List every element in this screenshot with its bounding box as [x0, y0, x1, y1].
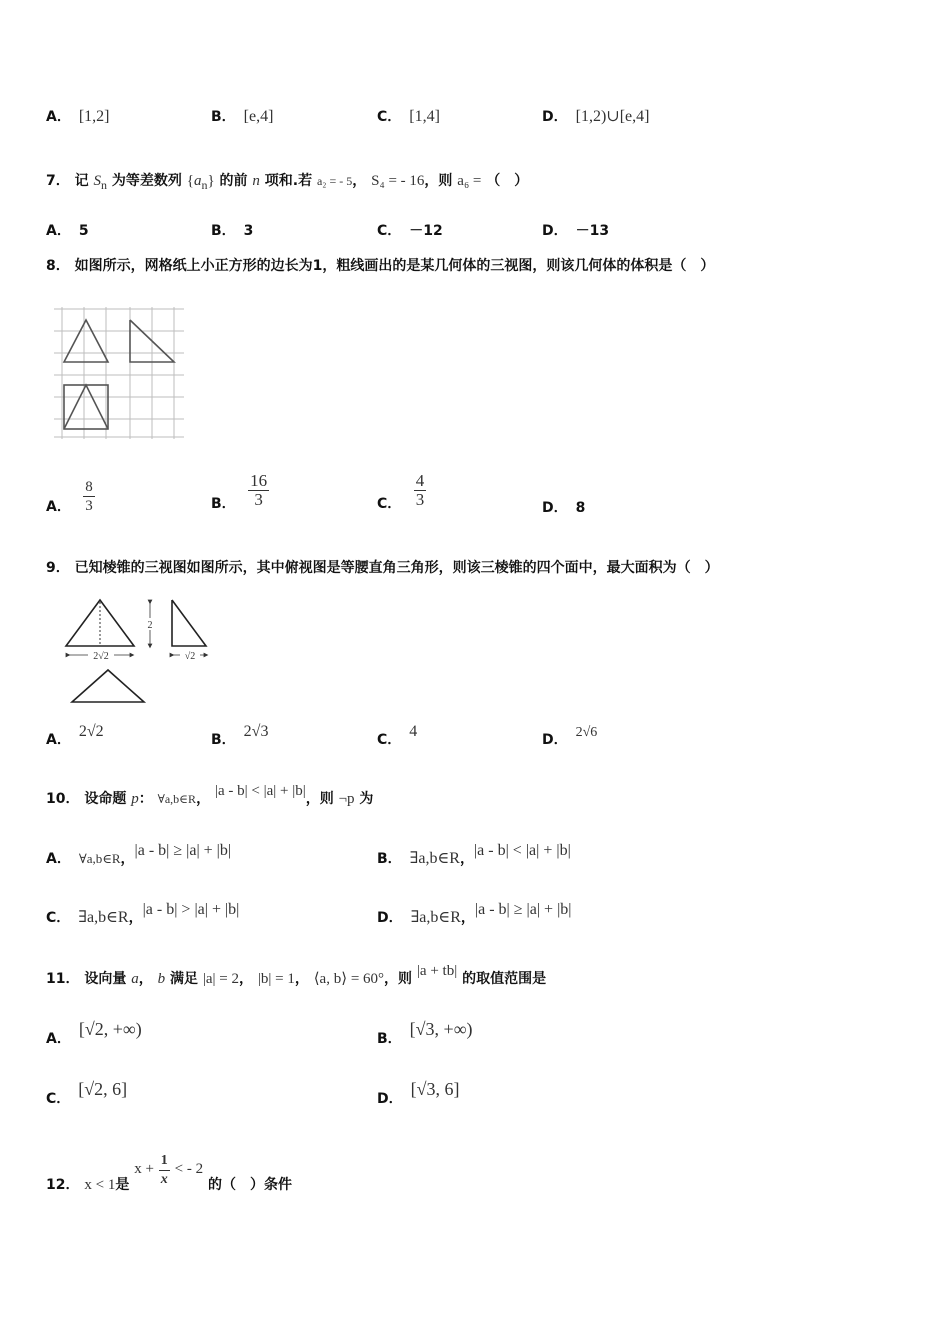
q10-text-3: 为: [359, 791, 374, 807]
an-sequence: $\{a_n\}$: [186, 173, 215, 192]
separator: ，: [138, 971, 153, 987]
expr-prefix: x +: [134, 1160, 154, 1177]
condition-angle: ⟨a, b⟩ = 60°: [313, 971, 385, 987]
fraction: $\frac{16}{3}$: [250, 471, 268, 509]
q7-option-c: C． －12: [377, 223, 443, 239]
condition-norm-b: |b| = 1: [257, 971, 295, 987]
q11-text-2: 满足: [169, 971, 198, 987]
option-value: [1,2)∪[e,4]: [575, 108, 650, 125]
q7-text-4: 项和.若: [264, 173, 313, 189]
q9-option-c: C． 4: [377, 723, 418, 748]
q7-stem: [46, 170, 528, 193]
sn-symbol: $S_n$: [93, 173, 107, 192]
n-symbol: n: [252, 173, 260, 189]
separator: ，: [196, 791, 211, 807]
q11-text-4: 的取值范围是: [462, 971, 547, 987]
q7-text-5: ，则: [424, 173, 453, 189]
three-view-grid-figure: [54, 307, 186, 441]
q10-stem: [46, 783, 374, 808]
vector-a: a: [131, 971, 139, 987]
q6-option-c: [377, 106, 440, 126]
option-value: [1,4]: [409, 108, 440, 125]
q6-option-b: [211, 106, 273, 126]
q6-option-a: [46, 106, 110, 126]
neg-p-symbol: ¬p: [338, 791, 355, 807]
option-label: D．: [542, 109, 568, 125]
q11-option-d: D． [√3, 6]: [377, 1079, 460, 1107]
q11-option-b: B． [√3, +∞): [377, 1019, 473, 1047]
q7-text-1: 记: [74, 173, 89, 189]
q11-text-3: ，则: [384, 971, 413, 987]
option-label: C．: [377, 109, 402, 125]
pyramid-three-views-figure: [60, 596, 215, 708]
fraction-1-over-x: $\frac{1}{x}$: [160, 1153, 168, 1187]
q11-text-1: 设向量: [84, 971, 127, 987]
q9-option-d: D． 2√6: [542, 725, 598, 748]
q9-stem: [46, 557, 719, 577]
q10-text-2: ，则: [305, 791, 334, 807]
q9-option-a: A． 2√2: [46, 723, 104, 748]
q12-text-2: 的（ ）条件: [208, 1176, 293, 1193]
q8-option-d: D． 8: [542, 500, 586, 516]
question-number: 10．: [46, 791, 80, 807]
q12-text-1: 是: [115, 1176, 130, 1193]
q7-option-b: B． 3: [211, 223, 254, 239]
q6-option-d: [542, 106, 649, 126]
a6-target: a₆ =: [457, 173, 482, 189]
question-text: 已知棱锥的三视图如图所示，其中俯视图是等腰直角三角形，则该三棱锥的四个面中，最大面积为（ ）: [74, 560, 719, 576]
q8-option-c: C． $\frac{4}{3}$: [377, 471, 425, 512]
option-value: [1,2]: [78, 108, 110, 125]
q11-stem: [46, 963, 547, 988]
expr-suffix: < - 2: [174, 1160, 204, 1177]
q10-option-c: C． ∃a,b∈R，|a - b| > |a| + |b|: [46, 901, 240, 926]
question-number: 7．: [46, 173, 70, 189]
base-length-label: 2√2: [93, 651, 109, 662]
q8-stem: [46, 255, 714, 275]
question-number: 9．: [46, 560, 70, 576]
fraction: $\frac{8}{3}$: [85, 479, 93, 514]
q9-option-b: B． 2√3: [211, 723, 269, 748]
q11-option-a: A． [√2, +∞): [46, 1019, 142, 1047]
condition-a2: a₂ = - 5: [316, 174, 353, 188]
side-length-label: √2: [184, 651, 196, 662]
q7-text-2: 为等差数列: [111, 173, 182, 189]
q8-option-b: B． $\frac{16}{3}$: [211, 471, 268, 512]
question-text: 如图所示，网格纸上小正方形的边长为1，粗线画出的是某几何体的三视图，则该几何体的体积是（ ）: [74, 258, 715, 274]
separator: ，: [352, 173, 367, 189]
q10-option-b: B． ∃a,b∈R，|a - b| < |a| + |b|: [377, 842, 571, 867]
condition-norm-a: |a| = 2: [202, 971, 239, 987]
q7-text-3: 的前: [219, 173, 248, 189]
q7-option-a: A． 5: [46, 223, 89, 239]
option-label: A．: [46, 109, 71, 125]
q12-stem: [46, 1152, 293, 1193]
condition-s4: S₄ = - 16: [371, 173, 425, 189]
option-value: [e,4]: [243, 108, 274, 125]
option-label: B．: [211, 109, 236, 125]
q11-option-c: C． [√2, 6]: [46, 1079, 128, 1107]
vector-b: b: [157, 971, 166, 987]
question-number: 12．: [46, 1176, 80, 1193]
colon: ：: [138, 791, 153, 807]
target-expression: |a + tb|: [416, 963, 458, 979]
separator: ，: [294, 971, 309, 987]
q10-option-d: D． ∃a,b∈R，|a - b| ≥ |a| + |b|: [377, 901, 572, 926]
quantifier: ∀a,b∈R: [157, 792, 197, 806]
q7-option-d: D． －13: [542, 223, 610, 239]
height-label: 2: [147, 620, 153, 631]
condition-x-lt-1: x < 1: [84, 1176, 116, 1193]
q8-option-a: A． $\frac{8}{3}$: [46, 479, 93, 515]
fraction: $\frac{4}{3}$: [415, 471, 425, 509]
separator: ，: [238, 971, 253, 987]
q7-text-6: （ ）: [486, 173, 529, 189]
p-symbol: p: [131, 791, 139, 807]
inequality: |a - b| < |a| + |b|: [214, 783, 306, 799]
q10-option-a: A． ∀a,b∈R，|a - b| ≥ |a| + |b|: [46, 842, 232, 867]
q10-text-1: 设命题: [84, 791, 127, 807]
question-number: 11．: [46, 971, 80, 987]
question-number: 8．: [46, 258, 70, 274]
